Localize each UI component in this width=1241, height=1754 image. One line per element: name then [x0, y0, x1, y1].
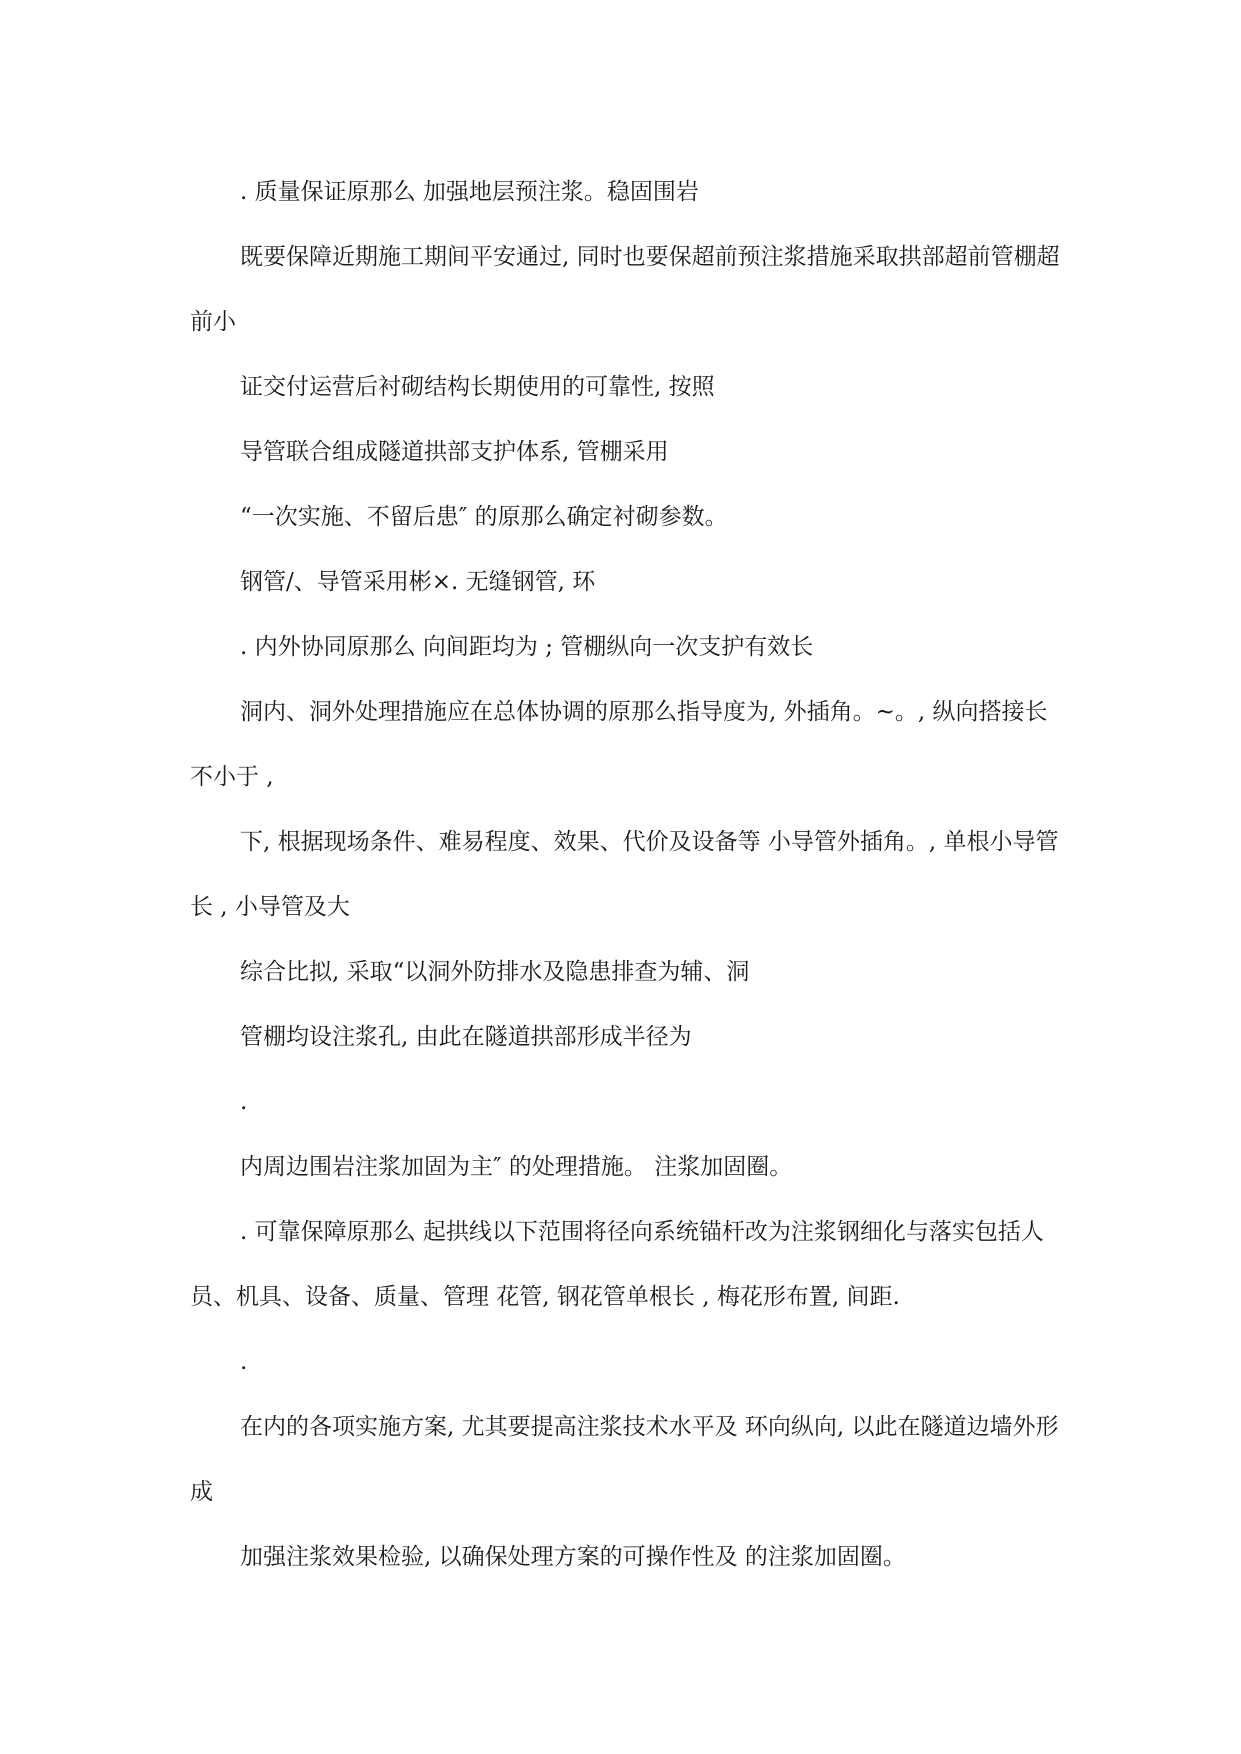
paragraph: 管棚均设注浆孔, 由此在隧道拱部形成半径为 [240, 1024, 692, 1050]
paragraph: 洞内、洞外处理措施应在总体协调的原那么指导度为, 外插角。~。, 纵向搭接长不小于 , [190, 699, 1048, 790]
document-body [190, 160, 1060, 1590]
paragraph: . 内外协同原那么 向间距均为 ; 管棚纵向一次支护有效长 [240, 634, 814, 660]
paragraph: 导管联合组成隧道拱部支护体系, 管棚采用 [240, 439, 669, 465]
paragraph: 证交付运营后衬砌结构长期使用的可靠性, 按照 [240, 374, 715, 400]
paragraph: 钢管/、导管采用彬×. 无缝钢管, 环 [240, 569, 596, 595]
paragraph: . 质量保证原那么 加强地层预注浆。稳固围岩 [240, 179, 699, 205]
paragraph: . [240, 1089, 248, 1115]
paragraph: 内周边围岩注浆加固为主″ 的处理措施。 注浆加固圈。 [240, 1154, 793, 1180]
paragraph: 加强注浆效果检验, 以确保处理方案的可操作性及 的注浆加固圈。 [240, 1544, 906, 1570]
paragraph: . [240, 1349, 248, 1375]
paragraph: 在内的各项实施方案, 尤其要提高注浆技术水平及 环向纵向, 以此在隧道边墙外形成 [190, 1414, 1059, 1505]
paragraph: “一次实施、不留后患″ 的原那么确定衬砌参数。 [240, 504, 728, 530]
paragraph: 既要保障近期施工期间平安通过, 同时也要保超前预注浆措施采取拱部超前管棚超前小 [190, 244, 1060, 335]
paragraph: . 可靠保障原那么 起拱线以下范围将径向系统锚杆改为注浆钢细化与落实包括人员、机具、设备、质量、管理 花管, 钢花管单根长 , 梅花形布置, 间距. [190, 1219, 1044, 1310]
paragraph: 综合比拟, 采取“以洞外防排水及隐患排查为辅、洞 [240, 959, 750, 985]
paragraph: 下, 根据现场条件、难易程度、效果、代价及设备等 小导管外插角。, 单根小导管长 , 小导管及大 [190, 829, 1059, 920]
